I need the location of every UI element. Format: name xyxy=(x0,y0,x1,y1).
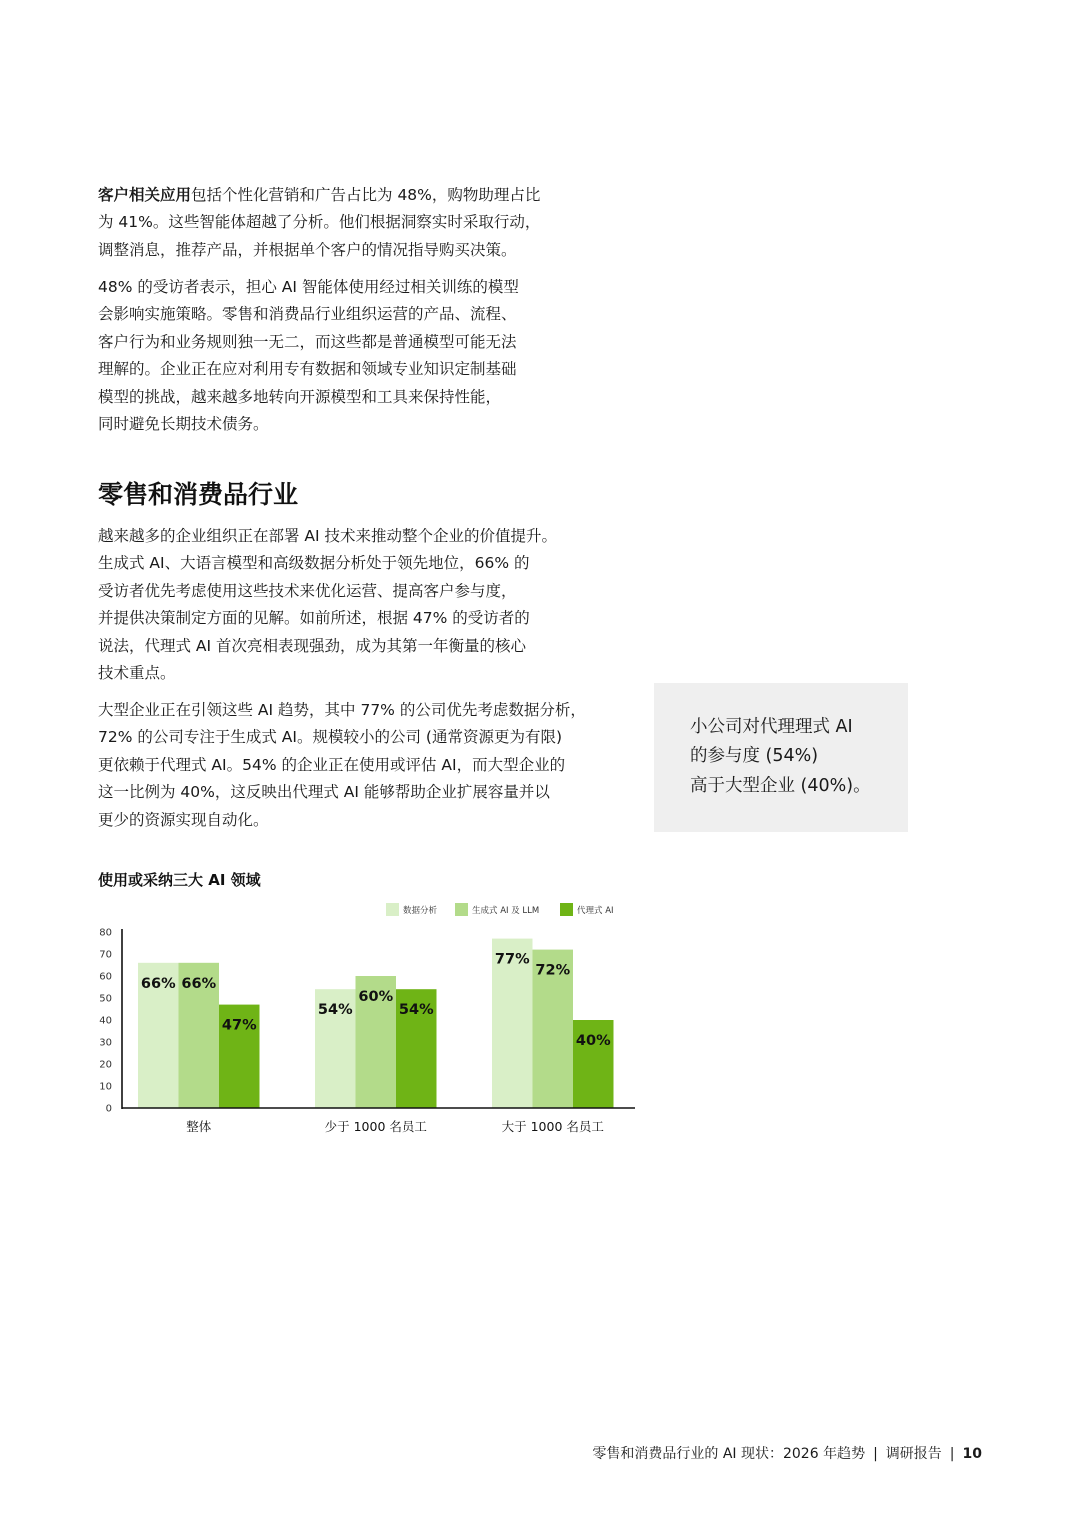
chart-title: 使用或采纳三大 AI 领域 xyxy=(98,871,261,889)
legend-swatch xyxy=(560,903,573,916)
paragraph-lead-bold: 客户相关应用 xyxy=(98,186,192,204)
paragraph-enterprise-trends xyxy=(98,697,628,834)
paragraph-line: 模型的挑战，越来越多地转向开源模型和工具来保持性能， xyxy=(98,387,502,406)
paragraph-line: 理解的。企业正在应对利用专有数据和领域专业知识定制基础 xyxy=(98,360,517,379)
callout-line: 的参与度 (54%) xyxy=(690,746,819,767)
bar-data-label: 66% xyxy=(140,975,176,992)
y-tick-label: 30 xyxy=(99,1037,112,1049)
callout-text xyxy=(690,713,888,801)
y-tick-label: 20 xyxy=(99,1059,112,1071)
bar-data-label: 54% xyxy=(317,1002,353,1019)
bar-data-label: 54% xyxy=(398,1002,434,1019)
legend-label: 代理式 AI xyxy=(577,906,614,916)
paragraph-line: 说法，代理式 AI 首次亮相表现强劲，成为其第一年衡量的核心 xyxy=(98,636,527,655)
footer-title: 零售和消费品行业的 AI 现状：2026 年趋势 xyxy=(592,1446,866,1462)
paragraph-line: 为 41%。这些智能体超越了分析。他们根据洞察实时采取行动， xyxy=(98,213,541,232)
paragraph-line: 客户行为和业务规则独一无二，而这些都是普通模型可能无法 xyxy=(98,332,517,351)
footer-report: 调研报告 xyxy=(885,1446,942,1462)
paragraph-line: 调整消息，推荐产品，并根据单个客户的情况指导购买决策。 xyxy=(98,240,517,259)
footer-separator: | xyxy=(873,1446,878,1462)
paragraph-line: 越来越多的企业组织正在部署 AI 技术来推动整个企业的价值提升。 xyxy=(98,527,558,545)
paragraph-line: 这一比例为 40%，这反映出代理式 AI 能够帮助企业扩展容量并以 xyxy=(98,783,550,802)
paragraph-line: 包括个性化营销和广告占比为 48%，购物助理占比 xyxy=(191,186,541,204)
bar-data-label: 72% xyxy=(535,962,571,979)
paragraph-line: 大型企业正在引领这些 AI 趋势，其中 77% 的公司优先考虑数据分析， xyxy=(98,701,586,719)
legend-label: 生成式 AI 及 LLM xyxy=(472,906,540,916)
section-title: 零售和消费品行业 xyxy=(98,480,299,509)
page-footer xyxy=(592,1443,982,1465)
paragraph-line: 会影响实施策略。零售和消费品行业组织运营的产品、流程、 xyxy=(98,305,517,324)
bar-data-label: 60% xyxy=(358,989,394,1005)
legend-swatch xyxy=(455,903,468,916)
bar-data-label: 47% xyxy=(221,1017,257,1034)
y-tick-label: 80 xyxy=(99,927,112,939)
x-category-label: 少于 1000 名员工 xyxy=(324,1119,427,1134)
y-tick-label: 70 xyxy=(99,949,112,961)
paragraph-model-concern xyxy=(98,274,608,438)
page-number: 10 xyxy=(962,1446,982,1462)
paragraph-line: 受访者优先考虑使用这些技术来优化运营、提高客户参与度， xyxy=(98,581,517,600)
bar-data-label: 66% xyxy=(181,975,217,992)
paragraph-line: 48% 的受访者表示，担心 AI 智能体使用经过相关训练的模型 xyxy=(98,278,519,296)
paragraph-line: 生成式 AI、大语言模型和高级数据分析处于领先地位，66% 的 xyxy=(98,554,530,573)
legend-label: 数据分析 xyxy=(403,906,438,916)
y-tick-label: 0 xyxy=(105,1103,112,1115)
x-category-label: 大于 1000 名员工 xyxy=(501,1119,604,1134)
paragraph-line: 更少的资源实现自动化。 xyxy=(98,810,269,829)
paragraph-line: 更依赖于代理式 AI。54% 的企业正在使用或评估 AI，而大型企业的 xyxy=(98,755,566,774)
bar-data-label: 40% xyxy=(575,1033,611,1049)
callout-line: 小公司对代理理式 AI xyxy=(690,717,853,737)
y-tick-label: 10 xyxy=(99,1081,112,1093)
callout-line: 高于大型企业 (40%)。 xyxy=(690,775,871,796)
legend-swatch xyxy=(386,903,399,916)
y-tick-label: 50 xyxy=(99,993,112,1005)
bar-data-label: 77% xyxy=(494,951,530,968)
footer-separator: | xyxy=(949,1446,955,1462)
paragraph-line: 同时避免长期技术债务。 xyxy=(98,415,269,434)
x-category-label: 整体 xyxy=(186,1119,212,1134)
y-tick-label: 40 xyxy=(99,1015,112,1027)
paragraph-line: 技术重点。 xyxy=(98,664,176,683)
paragraph-ai-deployment xyxy=(98,523,608,687)
paragraph-line: 72% 的公司专注于生成式 AI。规模较小的公司 (通常资源更为有限) xyxy=(98,728,563,747)
callout-box xyxy=(654,683,908,832)
paragraph-line: 并提供决策制定方面的见解。如前所述，根据 47% 的受访者的 xyxy=(98,609,530,628)
bar-chart xyxy=(90,893,650,1148)
y-tick-label: 60 xyxy=(99,971,112,983)
paragraph-customer-apps xyxy=(98,182,608,264)
